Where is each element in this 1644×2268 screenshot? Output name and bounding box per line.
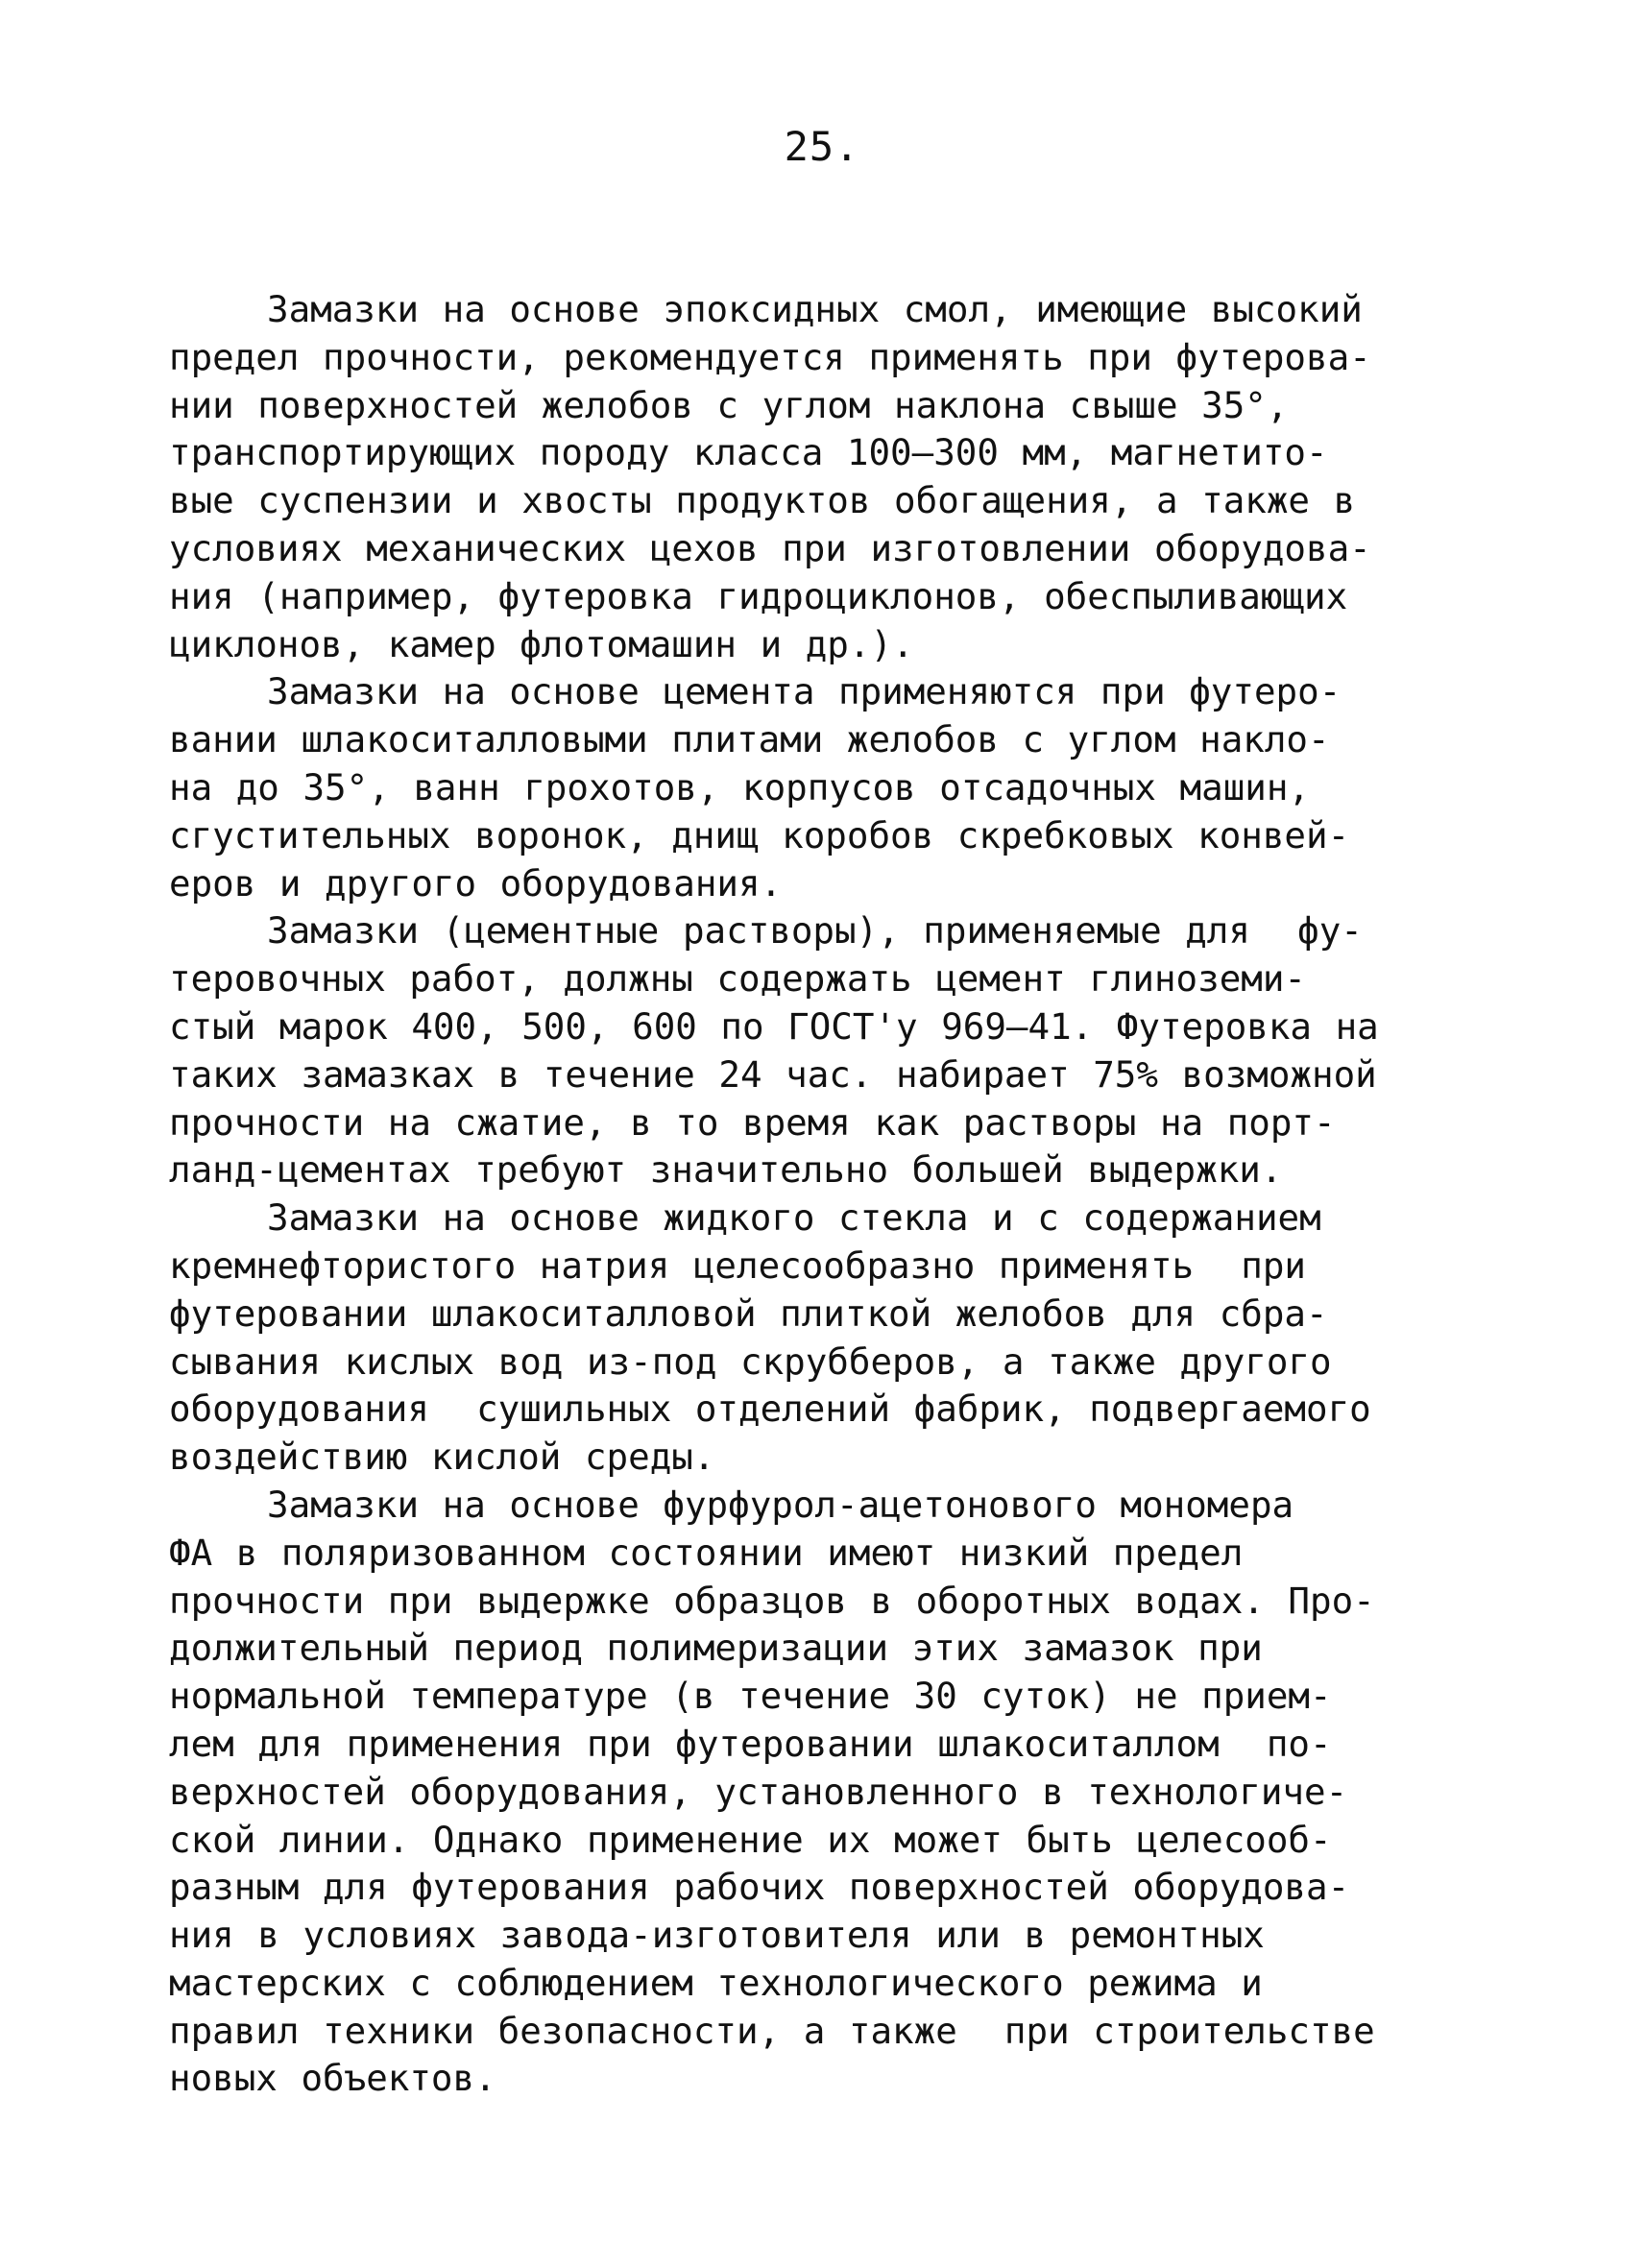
text-line: кремнефтористого натрия целесообразно применять при [169, 1243, 1306, 1287]
text-line: Замазки на основе фурфурол-ацетонового мономера [267, 1483, 1294, 1526]
text-line: таких замазках в течение 24 час. набирает 75% возможной [169, 1052, 1377, 1096]
text-line: Замазки на основе цемента применяются при футеро- [267, 670, 1342, 713]
text-line: Замазки на основе жидкого стекла и с содержанием [267, 1196, 1321, 1240]
text-line: новых объектов. [169, 2057, 496, 2100]
text-line: оборудования сушильных отделений фабрик, подвергаемого [169, 1387, 1371, 1431]
paragraph-cement-solutions [169, 907, 1494, 1194]
text-line: сывания кислых вод из-под скрубберов, а также другого [169, 1339, 1332, 1383]
text-line: прочности при выдержке образцов в оборотных водах. Про- [169, 1579, 1375, 1622]
text-line: предел прочности, рекомендуется применять при футерова- [169, 335, 1371, 378]
text-line: транспортирующих породу класса 100–300 мм, магнетито- [169, 431, 1328, 474]
text-line: сгустительных воронок, днищ коробов скребковых конвей- [169, 813, 1350, 857]
text-line: вании шлакоситалловыми плитами желобов с углом накло- [169, 718, 1330, 761]
text-line: ланд-цементах требуют значительно большей выдержки. [169, 1148, 1283, 1192]
text-line: разным для футерования рабочих поверхностей оборудова- [169, 1866, 1350, 1909]
paragraph-furfurol [169, 1482, 1494, 2103]
text-line: Замазки (цементные растворы), применяемые для фу- [267, 909, 1363, 953]
text-line: циклонов, камер флотомашин и др.). [169, 622, 914, 665]
text-line: нии поверхностей желобов с углом наклона свыше 35°, [169, 383, 1289, 426]
text-line: футеровании шлакоситалловой плиткой желобов для сбра- [169, 1291, 1328, 1335]
text-line: стый марок 400, 500, 600 по ГОСТ'у 969–41. Футеровка на [169, 1004, 1379, 1048]
text-line: вые суспензии и хвосты продуктов обогащения, а также в [169, 479, 1356, 522]
text-line: нормальной температуре (в течение 30 суток) не прием- [169, 1675, 1332, 1718]
text-line: еров и другого оборудования. [169, 861, 783, 905]
text-line: на до 35°, ванн грохотов, корпусов отсадочных машин, [169, 765, 1310, 808]
text-line: ФА в поляризованном состоянии имеют низкий предел [169, 1531, 1244, 1574]
paragraph-cement [169, 668, 1494, 907]
paragraph-epoxy [169, 286, 1494, 668]
text-line: условиях механических цехов при изготовлении оборудова- [169, 526, 1371, 569]
text-line: ния (например, футеровка гидроциклонов, обеспыливающих [169, 574, 1348, 617]
text-line: прочности на сжатие, в то время как растворы на порт- [169, 1100, 1336, 1144]
text-line: правил техники безопасности, а также при строительстве [169, 2009, 1375, 2052]
page-number: 25. [784, 123, 860, 170]
text-line: мастерских с соблюдением технологического режима и [169, 1961, 1263, 2004]
text-line: ской линии. Однако применение их может быть целесооб- [169, 1818, 1332, 1861]
text-line: теровочных работ, должны содержать цемент глиноземи- [169, 957, 1306, 1001]
paragraph-liquid-glass [169, 1194, 1494, 1482]
text-line: лем для применения при футеровании шлакоситаллом по- [169, 1722, 1332, 1765]
body-text [169, 286, 1494, 2103]
text-line: Замазки на основе эпоксидных смол, имеющие высокий [267, 288, 1363, 330]
text-line: верхностей оборудования, установленного в технологиче- [169, 1770, 1348, 1813]
text-line: должительный период полимеризации этих замазок при [169, 1627, 1263, 1670]
text-line: воздействию кислой среды. [169, 1436, 715, 1479]
text-line: ния в условиях завода-изготовителя или в ремонтных [169, 1914, 1265, 1957]
